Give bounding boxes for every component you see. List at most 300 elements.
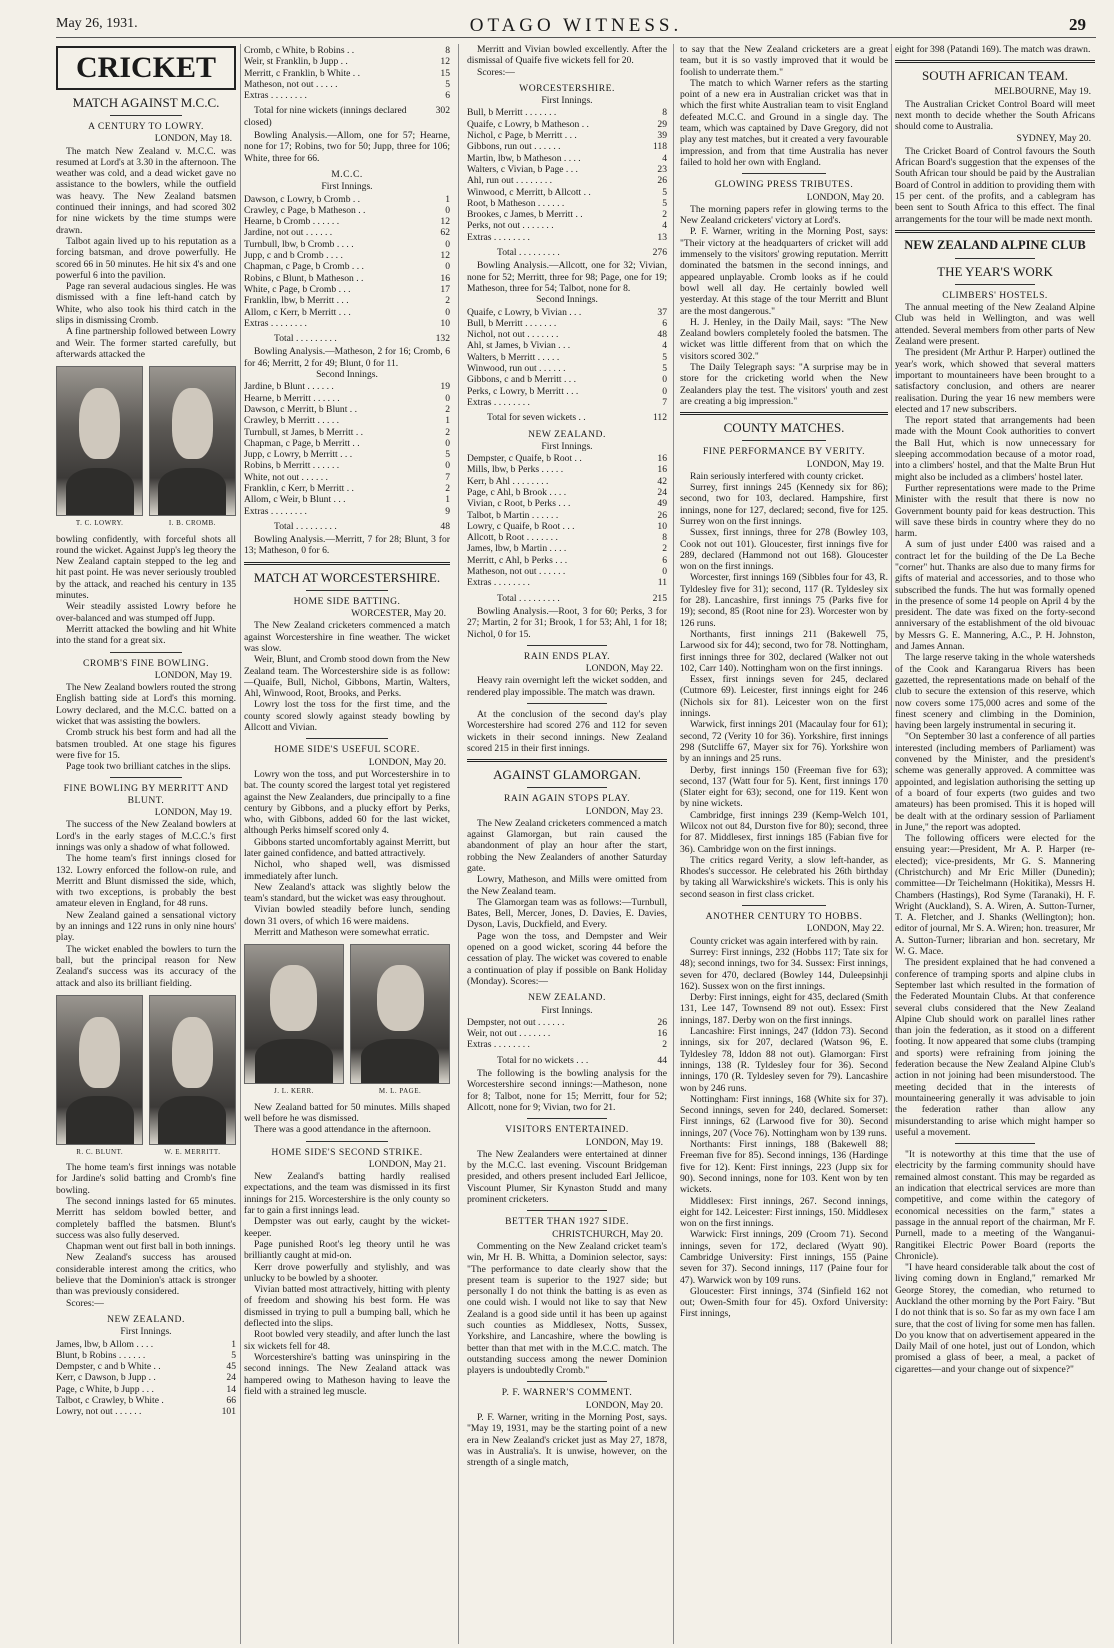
runs: 7 xyxy=(662,396,667,408)
divider xyxy=(895,60,1095,63)
paragraph: The home team's first innings closed for 132. Lowry enforced the follow-on rule, and Merritt and Blunt dismissed the side, which, with two exceptions, is probably the best amateur eleven in England, for 48 runs. xyxy=(56,853,236,910)
scorecard-row xyxy=(467,386,667,397)
divider xyxy=(955,258,1035,259)
paragraph: The Glamorgan team was as follows:—Turnbull, Bates, Bell, Mercer, Jones, D. Davies, E. Davies, Dyson, Lavis, Duckfield, and Every. xyxy=(467,896,667,931)
runs: 5 xyxy=(662,351,667,363)
batsman: Extras . . . . . . . . xyxy=(467,231,530,243)
article-body xyxy=(56,146,236,361)
paragraph: The following officers were elected for the ensuing year:—President, Mr A. P. Harper (re-elected); vice-presidents, Mr G. S. Mannering (Christchurch) and Mr Eric Miller (Dunedin); committee—Dr Teichelmann (Hokitika), Messrs H. Chambers (Hastings), Rod Syme (Taranaki), H. F. Wright (Auckland), S. A. Wiren, A. Sutton-Turner, T. A. Fletcher, and J. Shanks (Wellington); hon. editor of journal, Mr S. A. Wiren; hon. treasurer, Mr A. Sutton-Turner; librarian and hon. secretary, Mr W. G. Mace. xyxy=(895,833,1095,958)
paragraph: Kerr drove powerfully and stylishly, and was unlucky to be bowled by a shooter. xyxy=(244,1261,450,1284)
runs: 15 xyxy=(440,67,450,79)
runs: 48 xyxy=(440,520,450,532)
batsman: Weir, not out . . . . . . . xyxy=(467,1028,551,1040)
paragraph: New Zealand's attack was slightly below the team's standard, but the wicket was easy throughout. xyxy=(244,881,450,905)
scorecard-total xyxy=(467,410,667,423)
scorecard-row xyxy=(244,381,450,392)
scorecard-row xyxy=(244,250,450,261)
batsman: Extras . . . . . . . . xyxy=(244,505,307,517)
runs: 13 xyxy=(657,231,667,243)
paragraph: A fine partnership followed between Lowry and Weir. The former started carefully, but afterwards attacked the xyxy=(56,326,236,360)
scorecard-table xyxy=(244,194,450,330)
paragraph: Surrey: First innings, 232 (Hobbs 117; Tate six for 48); second innings, two for 34. Sussex: First innings, seven for 470, declared (Bowley 144, Duleepsinhji 162). Sussex won on the first innings. xyxy=(680,946,888,992)
batsman: Talbot, c Crawley, b White . xyxy=(56,1395,164,1407)
subheading: CLIMBERS' HOSTELS. xyxy=(942,289,1048,301)
batsman: Allom, c Weir, b Blunt . . . xyxy=(244,494,346,506)
paragraph: Nottingham: First innings, 168 (White six for 37). Second innings, seven for 240, declared. Somerset: First innings, 62 (Larwood five for 30). Second innings, 207 (Voce 76). Nottingham won by 139 runs. xyxy=(680,1093,888,1139)
divider xyxy=(895,230,1095,233)
runs: 0 xyxy=(445,306,450,318)
scorecard-row xyxy=(467,352,667,363)
scorecard-row xyxy=(244,205,450,216)
photo-caption: W. E. MERRITT. xyxy=(164,1147,221,1156)
dateline: LONDON, May 18. xyxy=(154,133,232,145)
divider xyxy=(110,115,182,116)
runs: 5 xyxy=(662,363,667,375)
paragraph: The Daily Telegraph says: "A surprise may be in store for the cricketing world when the New Zealanders play the test. The visitors' youth and zest are creating a big impression." xyxy=(680,362,888,407)
total-row xyxy=(467,591,667,604)
newspaper-title: OTAGO WITNESS. xyxy=(469,15,683,36)
portrait-image xyxy=(149,366,236,516)
column-divider xyxy=(240,44,241,1644)
batsman: Robins, c Blunt, b Matheson . . xyxy=(244,272,364,284)
scorecard-row xyxy=(467,543,667,554)
scorecard-total xyxy=(244,103,450,128)
runs: 62 xyxy=(440,227,450,239)
paragraph: eight for 398 (Patandi 169). The match was drawn. xyxy=(895,44,1091,55)
scorecard-table xyxy=(56,1339,236,1418)
divider xyxy=(110,777,182,778)
scorecard-row xyxy=(244,295,450,306)
paragraph: Merritt attacked the bowling and hit White into the stand for a great six. xyxy=(56,623,236,647)
batsman: James, lbw, b Allom . . . . xyxy=(56,1338,154,1350)
paragraph: Northants: First innings, 188 (Bakewell 88; Freeman five for 85). Second innings, 136 (Hardinge five for 12). Kent: First innings, 223 (Jupp six for 90). Second innings, none for 103. Kent won by ten wickets. xyxy=(680,1139,888,1196)
divider xyxy=(955,284,1035,285)
scorecard-row xyxy=(244,284,450,295)
photo-caption: J. L. KERR. xyxy=(273,1087,314,1096)
article-subheadline: THE YEAR'S WORK xyxy=(937,263,1053,279)
scorecard-row xyxy=(467,141,667,152)
runs: 0 xyxy=(445,238,450,250)
paragraph: New Zealand batted for 50 minutes. Mills shaped well before he was dismissed. xyxy=(244,1101,450,1124)
dateline: LONDON, May 19. xyxy=(585,1136,663,1148)
scorecard-table xyxy=(467,453,667,589)
scorecard-row xyxy=(467,209,667,220)
divider xyxy=(527,703,607,704)
divider xyxy=(306,738,388,739)
scorecard-row xyxy=(244,68,450,79)
runs: 6 xyxy=(445,90,450,102)
runs: 10 xyxy=(440,317,450,329)
runs: 118 xyxy=(652,141,667,153)
scorecard-row xyxy=(467,453,667,464)
runs: 19 xyxy=(440,381,450,393)
paragraph: Essex, first innings seven for 245, declared (Cutmore 69). Leicester, first innings eight for 246 (Nichols six for 81). Leicester won on the first innings. xyxy=(680,674,888,720)
runs: 0 xyxy=(662,374,667,386)
scorecard-row xyxy=(467,318,667,329)
paragraph: The New Zealanders were entertained at dinner by the M.C.C. last evening. Viscount Bridgeman presided, and others present included Earl Jellicoe, Viscount Plumer, Sir Kynaston Studd and many prominent cricketers. xyxy=(467,1148,667,1206)
batsman: Kerr, c Dawson, b Jupp . . xyxy=(56,1372,156,1384)
paragraph: A sum of just under £400 was raised and a contract let for the building of the De La Beche "corner" hut. Thanks are also due to many firms for gifts of material and accessories, and to those who subscribed the funds. The hut was formally opened in the presence of some 14 people on April 4 by the president. The date was fixed on the forty-second anniversary of the establishment of the old bivouac by Messrs G. E. Mannering, A.C., P. H. Johnston, and James Annan. xyxy=(895,539,1095,653)
batsman: Weir, st Franklin, b Jupp . . xyxy=(244,56,348,68)
runs: 2 xyxy=(445,426,450,438)
scorecard-row xyxy=(467,363,667,374)
batsman: Gibbons, c and b Merritt . . . xyxy=(467,374,576,386)
runs: 16 xyxy=(657,453,667,465)
paragraph: P. F. Warner, writing in the Morning Post, says. "May 19, 1931, may be the starting point of a new era in New Zealand's cricket just as May 27, 1878, was in Australia's. It is unwise, however, on the strength of a single match, xyxy=(467,1412,667,1469)
runs: 11 xyxy=(657,577,667,589)
batsman: Extras . . . . . . . . xyxy=(244,90,307,102)
scorecard-row xyxy=(244,56,450,67)
batsman: Bull, b Merritt . . . . . . . xyxy=(467,317,557,329)
scorecard-row xyxy=(244,472,450,483)
runs: 4 xyxy=(662,220,667,232)
masthead xyxy=(56,14,1096,38)
paragraph: Heavy rain overnight left the wicket sodden, and rendered play impossible. The match was drawn. xyxy=(467,675,667,698)
batsman: Extras . . . . . . . . xyxy=(467,396,530,408)
divider xyxy=(244,562,450,565)
scorecard-table xyxy=(467,307,667,409)
divider xyxy=(527,1210,607,1211)
paragraph: Page ran several audacious singles. He was dismissed with a fine left-hand catch by White, who also took his third catch in the slips in dismissing Cromb. xyxy=(56,281,236,327)
scorecard-row xyxy=(244,404,450,415)
paragraph: Weir steadily assisted Lowry before he over-balanced and was stumped off Jupp. xyxy=(56,601,236,624)
batsman: Cromb, c White, b Robins . . xyxy=(244,45,355,56)
article-body xyxy=(56,534,236,647)
paragraph: The Australian Cricket Control Board will meet next month to decide whether the South Africans should come to Australia. xyxy=(895,98,1095,133)
scorecard-total xyxy=(467,245,667,258)
scorecard-row xyxy=(467,532,667,543)
scorecard-table xyxy=(244,45,450,101)
batsman: Total for no wickets . . . xyxy=(497,1054,589,1066)
batsman: Total . . . . . . . . . xyxy=(274,333,337,345)
paragraph: Page took two brilliant catches in the slips. xyxy=(66,761,231,773)
photo-row xyxy=(244,944,450,1097)
runs: 23 xyxy=(657,163,667,175)
scorecard-total xyxy=(244,519,450,532)
scorecard-row xyxy=(467,198,667,209)
paragraph: The success of the New Zealand bowlers at Lord's in the early stages of M.C.C.'s first innings was only a shadow of what followed. xyxy=(56,819,236,853)
subheading: A CENTURY TO LOWRY. xyxy=(88,121,204,132)
batsman: Matheson, not out . . . . . xyxy=(244,78,338,90)
paragraph: Chapman went out first ball in both innings. xyxy=(66,1241,236,1253)
runs: 0 xyxy=(445,204,450,216)
batsman: Nichol, not out . . . . . . . xyxy=(467,329,559,341)
paragraph: H. J. Henley, in the Daily Mail, says: "The New Zealand bowlers completely fooled the batsmen. The wicket was little different from that on which the visitors scored 302." xyxy=(680,316,888,362)
runs: 302 xyxy=(435,105,450,117)
batsman: Jupp, c Lowry, b Merritt . . . xyxy=(244,449,353,461)
column-divider xyxy=(458,44,459,1644)
scorecard-row xyxy=(56,1339,236,1350)
scorecard-row xyxy=(467,1028,667,1039)
scorecard-row xyxy=(56,1372,236,1383)
scorecard-row xyxy=(467,307,667,318)
scorecard-row xyxy=(467,555,667,566)
batsman: Robins, b Merritt . . . . . . xyxy=(244,460,340,472)
runs: 14 xyxy=(226,1383,236,1395)
column-5 xyxy=(895,44,1095,1644)
subheading: HOME SIDE BATTING. xyxy=(293,595,401,607)
paragraph: Merritt and Matheson were somewhat erratic. xyxy=(254,927,430,939)
batsman: Dawson, c Lowry, b Cromb . . xyxy=(244,193,361,205)
runs: 12 xyxy=(440,56,450,68)
paragraph: The match to which Warner refers as the starting point of a new era in Australian cricket was that in which the first white Australian team to visit England defeated M.C.C. and Ground in a single day. The team, which was captained by Dave Gregory, did not play any test matches, but it created a very favourable impression, and from that time Australia has never failed to hold her own with England. xyxy=(680,77,888,168)
runs: 5 xyxy=(445,449,450,461)
paragraph: The critics regard Verity, a slow left-hander, as Rhodes's successor. He celebrated his 26th birthday by taking all Warwickshire's wickets. This is only his second season in first class cricket. xyxy=(680,854,888,900)
divider xyxy=(527,1381,607,1382)
paragraph: The annual meeting of the New Zealand Alpine Club was held in Wellington, and was well attended. Several members from other parts of New Zealand were present. xyxy=(895,302,1095,348)
scorecard-row xyxy=(467,464,667,475)
paragraph: The following is the bowling analysis for the Worcestershire second innings:—Matheson, none for 8; Talbot, none for 15; Merritt, four for 52; Allcott, none for 9; Vivian, two for 21. xyxy=(467,1068,667,1113)
scorecard-row xyxy=(467,107,667,118)
innings-label: First Innings. xyxy=(541,440,593,452)
article-body xyxy=(56,819,236,988)
scorecard-row xyxy=(244,45,450,56)
paragraph: Vivian bowled steadily before lunch, sending down 31 overs, of which 16 were maidens. xyxy=(244,904,450,927)
scorecard-row xyxy=(244,318,450,329)
paragraph: Gibbons started uncomfortably against Merritt, but later gained confidence, and batted attractively. xyxy=(244,836,450,859)
dateline: LONDON, May 20. xyxy=(368,756,446,768)
photo-caption: R. C. BLUNT. xyxy=(76,1147,124,1156)
runs: 6 xyxy=(662,317,667,329)
runs: 132 xyxy=(435,333,450,345)
divider xyxy=(527,645,607,646)
runs: 101 xyxy=(221,1406,236,1418)
subheading: HOME SIDE'S USEFUL SCORE. xyxy=(274,744,420,756)
article-headline: NEW ZEALAND ALPINE CLUB xyxy=(904,237,1086,252)
scorecard-row xyxy=(467,1017,667,1028)
runs: 0 xyxy=(445,261,450,273)
batsman: Total . . . . . . . . . xyxy=(497,247,560,259)
subheading: RAIN ENDS PLAY. xyxy=(523,650,611,662)
scorecard-total xyxy=(467,591,667,604)
scorecard-row xyxy=(56,1361,236,1372)
divider xyxy=(955,1143,1035,1144)
innings-label: First Innings. xyxy=(321,181,373,193)
scorecard-row xyxy=(244,506,450,517)
scorecard-row xyxy=(56,1350,236,1361)
runs: 112 xyxy=(652,412,667,424)
batsman: Jardine, not out . . . . . . xyxy=(244,227,333,239)
runs: 2 xyxy=(662,1039,667,1051)
scorecard-total xyxy=(467,1053,667,1066)
paragraph: Warwick, first innings 201 (Macaulay four for 61); second, 72 (Verity 10 for 36). Yorkshire, first innings 298 (Sutcliffe 67, Mayer six for 76). Yorkshire won by an innings and 25 runs. xyxy=(680,719,888,765)
photo-row xyxy=(56,995,236,1158)
runs: 5 xyxy=(231,1349,236,1361)
runs: 12 xyxy=(440,250,450,262)
scorecard-row xyxy=(56,1384,236,1395)
scorecard-row xyxy=(244,393,450,404)
batsman: Vivian, c Root, b Perks . . . xyxy=(467,498,571,510)
scorecard-row xyxy=(467,119,667,130)
paragraph: The president explained that he had convened a conference of tramping sports and alpine clubs in September last which resulted in the formation of the Federated Mountain Clubs. At that conference several clubs considered that the New Zealand Alpine Club should work on parallel lines rather than join the federation, as it stood on a different footing. It now appeared that some clubs (tramping and sports) were refraining from joining the federation because the New Zealand Alpine Club's action in not joining had been misunderstood. The meeting decided that in the interests of mountaineering generally it was advisable to join the federation rather than allow any misunderstanding to arise which might hamper so useful a movement. xyxy=(895,957,1095,1138)
paragraph: The wicket enabled the bowlers to turn the ball, but the principal reason for New Zealand's success was its accuracy of the attack and also its brilliant fielding. xyxy=(56,943,236,989)
page-number: 29 xyxy=(1069,15,1086,34)
dateline: MELBOURNE, May 19. xyxy=(994,86,1091,98)
paragraph: bowling confidently, with forceful shots all round the wicket. Against Jupp's leg theory the New Zealand captain stepped to the leg and hit past point. He was never seriously troubled by the attack, and reached his century in 135 minutes. xyxy=(56,533,236,602)
batsman: Walters, c Vivian, b Page . . . xyxy=(467,163,578,175)
dateline: LONDON, May 22. xyxy=(806,923,884,935)
divider xyxy=(742,440,825,441)
paragraph: Lowry lost the toss for the first time, and the county scored slowly against steady bowling by Allcott and Vivian. xyxy=(244,699,450,734)
scorecard-row xyxy=(244,239,450,250)
paragraph: County cricket was again interfered with by rain. xyxy=(690,935,879,947)
batsman: Ahl, run out . . . . . . . . xyxy=(467,175,553,187)
runs: 5 xyxy=(445,78,450,90)
column-1 xyxy=(56,44,236,1644)
divider xyxy=(110,652,182,653)
batsman: Lowry, c Quaife, b Root . . . xyxy=(467,520,575,532)
batsman: White, c Page, b Cromb . . . xyxy=(244,283,351,295)
total-row xyxy=(467,410,667,423)
scorecard-row xyxy=(244,483,450,494)
bowling-analysis: Bowling Analysis.—Allcott, one for 32; Vivian, none for 52; Merritt, three for 98; Page, one for 19; Matheson, three for 54; Talbot, none for 8. xyxy=(467,260,667,294)
bowling-analysis: Bowling Analysis.—Matheson, 2 for 16; Cromb, 6 for 46; Merritt, 2 for 49; Blunt, 0 for 11. xyxy=(244,346,450,369)
innings-label: First Innings. xyxy=(120,1326,172,1338)
batsman: Gibbons, run out . . . . . . xyxy=(467,141,561,153)
bowling-analysis: Bowling Analysis.—Root, 3 for 60; Perks, 3 for 27; Martin, 2 for 31; Brook, 1 for 53; Ahl, 1 for 18; Nichol, 0 for 15. xyxy=(467,605,667,640)
batsman: Martin, lbw, b Matheson . . . . xyxy=(467,152,581,164)
subheading: VISITORS ENTERTAINED. xyxy=(505,1124,629,1136)
batsman: Turnbull, st James, b Merritt . . xyxy=(244,426,364,438)
runs: 4 xyxy=(662,152,667,164)
scorecard-row xyxy=(244,79,450,90)
batsman: Extras . . . . . . . . xyxy=(467,1039,530,1051)
batsman: Root, b Matheson . . . . . . xyxy=(467,197,565,209)
column-2 xyxy=(244,44,450,1644)
scorecard-row xyxy=(244,90,450,101)
batsman: White, not out . . . . . . xyxy=(244,471,328,483)
scorecard-heading: M.C.C. xyxy=(331,168,363,180)
paragraph: Middlesex: First innings, 267. Second innings, eight for 142. Leicester: First innings, 150. Middlesex won on the first innings. xyxy=(680,1195,888,1230)
innings-label: Second Innings. xyxy=(536,294,598,306)
column-divider xyxy=(673,44,674,1644)
scorecard-row xyxy=(467,1039,667,1050)
photo-caption: I. B. CROMB. xyxy=(168,519,216,528)
section-title-cricket: CRICKET xyxy=(56,46,236,90)
runs: 0 xyxy=(662,385,667,397)
batsman: Winwood, c Merritt, b Allcott . . xyxy=(467,186,591,198)
dateline: SYDNEY, May 20. xyxy=(1016,133,1091,145)
paragraph: Commenting on the New Zealand cricket team's win, Mr H. B. Whitta, a Dominion selector, says: "The performance to date clearly show that the present team is superior to the 1927 side; but personally I do not think the batting is as even as one could wish. I would not like to say that New Zealand is a good side until it has been up against such counties as Middlesex, Notts, Sussex, Yorkshire, and Lancashire, where the bowling is better than that met with in the M.C.C. match. The outstanding success among the newer Dominion players is undoubtedly Cromb." xyxy=(467,1240,667,1377)
divider xyxy=(742,173,825,174)
scorecard-row xyxy=(244,494,450,505)
scorecard-row xyxy=(467,521,667,532)
runs: 2 xyxy=(445,295,450,307)
batsman: Matheson, not out . . . . . . xyxy=(467,566,566,578)
runs: 7 xyxy=(445,471,450,483)
scorecard-row xyxy=(244,194,450,205)
batsman: Winwood, run out . . . . . . xyxy=(467,363,566,375)
photo-portrait xyxy=(350,944,450,1097)
batsman: Page, c White, b Jupp . . . xyxy=(56,1383,154,1395)
batsman: Lowry, not out . . . . . . xyxy=(56,1406,142,1418)
paragraph: New Zealand's batting hardly realised expectations, and the team was dismissed in its first innings for 215. Worcestershire is the only county so far to gain a first innings lead. xyxy=(244,1171,450,1217)
paragraph: Nichol, who shaped well, was dismissed immediately after lunch. xyxy=(244,859,450,882)
batsman: Hearne, b Merritt . . . . . . xyxy=(244,392,340,404)
runs: 44 xyxy=(657,1054,667,1066)
divider xyxy=(306,590,388,591)
subheading: HOME SIDE'S SECOND STRIKE. xyxy=(271,1146,423,1158)
subheading: RAIN AGAIN STOPS PLAY. xyxy=(504,793,630,805)
paragraph: The report stated that arrangements had been made with the Mount Cook authorities to convert the Ball Hut, which is now unnecessary for sleeping accommodation because of a motor road, into a climbers' hostel, and that the Malte Brun Hut might also be included as a climbers' hostel later. xyxy=(895,415,1095,483)
dateline: WORCESTER, May 20. xyxy=(351,608,446,620)
runs: 12 xyxy=(440,216,450,228)
paragraph: "It is noteworthy at this time that the use of electricity by the farming community should have remained almost constant. This may be regarded as an indication that electrical services are more than competitive, and come within the category of economical necessities on the farm," states a passage in the annual report of the chairman, Mr F. Purnell, made to a meeting of the Wanganui-Rangitikei Electric Power Board (reports the Chronicle). xyxy=(895,1149,1095,1262)
runs: 1 xyxy=(445,494,450,506)
paragraph: Page won the toss, and Dempster and Weir opened on a good wicket, scoring 44 before the cessation of play. The wicket was covered to enable a continuation of play if possible on Bank Holiday (Monday). Scores:— xyxy=(467,930,667,987)
runs: 8 xyxy=(662,532,667,544)
runs: 0 xyxy=(445,437,450,449)
scorecard-row xyxy=(467,329,667,340)
runs: 0 xyxy=(445,460,450,472)
scorecard-row xyxy=(244,438,450,449)
batsman: Dempster, not out . . . . . . xyxy=(467,1016,565,1028)
divider xyxy=(527,1118,607,1119)
runs: 10 xyxy=(657,520,667,532)
batsman: Allcott, b Root . . . . . . . xyxy=(467,532,558,544)
batsman: Allom, c Kerr, b Merritt . . . xyxy=(244,306,351,318)
paragraph: Derby, first innings 150 (Freeman five for 63); second, 137 (Watt four for 5). Kent, first innings 170 (Slater eight for 63); second, one for 119. Kent won by nine wickets. xyxy=(680,764,888,810)
paragraph: Gloucester: First innings, 374 (Sinfield 162 not out; Owen-Smith four for 45). Oxford University: First innings, xyxy=(680,1285,888,1320)
paragraph: P. F. Warner, writing in the Morning Post, says: "Their victory at the headquarters of cricket will add immensely to the visitors' growing reputation. Merritt dominated the batsmen in the second innings, and appeared unplayable. Cromb looks as if he could bowl well all day. He certainly bowled well yesterday. At this stage of the tour Merritt and Blunt are the most dangerous." xyxy=(680,226,888,317)
paragraph: The New Zealand cricketers commenced a match against Worcestershire in fine weather. The wicket was slow. xyxy=(244,620,450,654)
batsman: Jardine, b Blunt . . . . . . xyxy=(244,381,334,393)
divider xyxy=(742,905,825,906)
runs: 1 xyxy=(231,1338,236,1350)
scorecard-row xyxy=(467,175,667,186)
dateline: LONDON, May 20. xyxy=(806,191,884,203)
photo-caption: M. L. PAGE. xyxy=(378,1087,422,1096)
batsman: Bull, b Merritt . . . . . . . xyxy=(467,107,557,119)
dateline: LONDON, May 19. xyxy=(806,458,884,470)
batsman: Mills, lbw, b Perks . . . . . xyxy=(467,464,564,476)
batsman: Ahl, st James, b Vivian . . . xyxy=(467,340,571,352)
paragraph: Lancashire: First innings, 247 (Iddon 73). Second innings, six for 207, declared (Watson 96, E. Tyldesley 78, Iddon 88 not out). Glamorgan: First innings, 138 (R. Tyldesley four for 36). Second innings, 170 (R. Tyldesley seven for 79). Lancashire won by 246 runs. xyxy=(680,1026,888,1094)
scorecard-row xyxy=(467,220,667,231)
scorecard-row xyxy=(467,566,667,577)
paragraph: Worcester, first innings 169 (Sibbles four for 43, R. Tyldesley five for 31); second, 117 (R. Tyldesley six for 28). Lancashire, first innings 75 (Parks five for 19); second, 85 (Root nine for 23). Worcester won by 126 runs. xyxy=(680,572,888,629)
article-body xyxy=(56,1162,236,1309)
photo-portrait xyxy=(56,995,143,1158)
dateline: LONDON, May 19. xyxy=(154,669,232,681)
batsman: James, lbw, b Martin . . . . xyxy=(467,543,567,555)
runs: 49 xyxy=(657,498,667,510)
paragraph: Talbot again lived up to his reputation as a forcing batsman, and drove powerfully. He scored 66 in 50 minutes. He hit six 4's and one powerful 6 into the pavilion. xyxy=(56,235,236,281)
batsman: Crawley, b Merritt . . . . . xyxy=(244,415,340,427)
paragraph: Derby: First innings, eight for 435, declared (Smith 131, Lee 147, Townsend 89 not out). Essex: First innings, 187. Derby won on the first innings. xyxy=(680,992,888,1026)
paragraph: New Zealand's success has aroused considerable interest among the critics, who believe that the Dominion's attack is stronger than was previously considered. xyxy=(56,1252,236,1298)
portrait-image xyxy=(56,995,143,1145)
portrait-image xyxy=(56,366,143,516)
paragraph: Page punished Root's leg theory until he was brilliantly caught at mid-on. xyxy=(244,1238,450,1262)
divider xyxy=(680,412,888,415)
paragraph: Weir, Blunt, and Cromb stood down from the New Zealand team. The Worcestershire side is as follow:—Quaife, Bull, Nichol, Gibbons, Martin, Walters, Ahl, Winwood, Root, Brooks, and Perks. xyxy=(244,654,450,700)
scorecard-heading: NEW ZEALAND. xyxy=(107,1313,185,1325)
runs: 26 xyxy=(657,1016,667,1028)
scorecard-row xyxy=(467,164,667,175)
paragraph: The match New Zealand v. M.C.C. was resumed at Lord's at 3.30 in the afternoon. The weather was cold, and a dead wicket gave no assistance to the bowlers, while the outfield was heavy. The New Zealand batsmen continued their innings, and had scored 302 for nine wickets by the time stumps were drawn. xyxy=(56,145,236,236)
scorecard-row xyxy=(467,232,667,243)
scorecard-table xyxy=(467,107,667,243)
batsman: Chapman, c Page, b Cromb . . . xyxy=(244,261,364,273)
runs: 276 xyxy=(652,247,667,259)
paragraph: The second innings lasted for 65 minutes. Merritt has seldom bowled better, and completely baffled the batsmen. Blunt's success was also fully deserved. xyxy=(56,1196,236,1241)
dateline: LONDON, May 23. xyxy=(585,805,663,817)
photo-portrait xyxy=(56,366,143,529)
paragraph: Scores:— xyxy=(66,1297,104,1309)
divider xyxy=(527,787,607,788)
column-divider xyxy=(891,44,892,1644)
